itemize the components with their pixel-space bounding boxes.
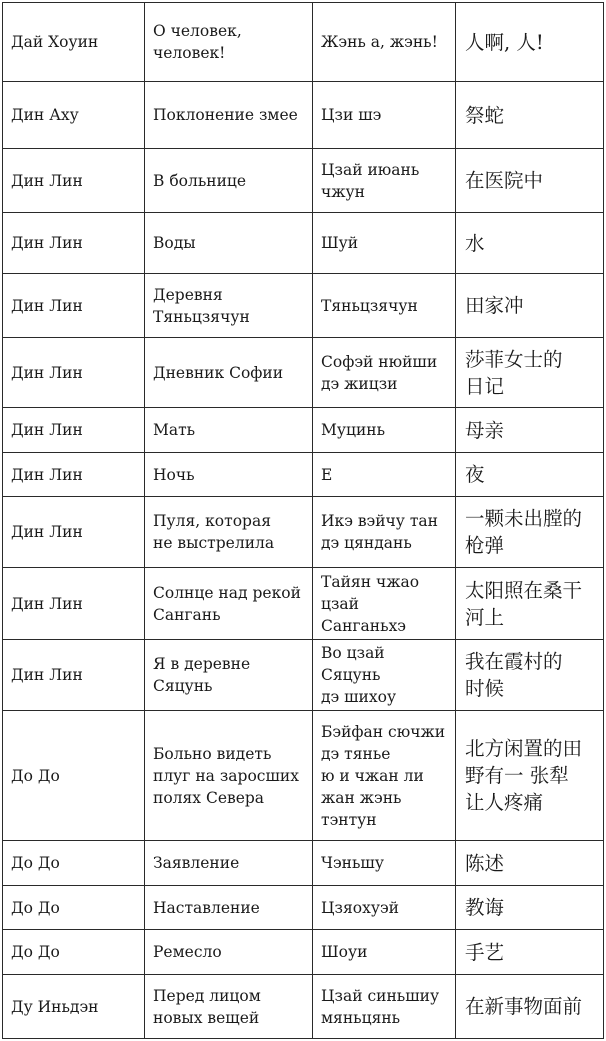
title-ru-cell: Воды: [145, 213, 313, 274]
title-zh-cell: 太阳照在桑干 河上: [456, 568, 604, 640]
title-ru-cell: Перед лицом новых вещей: [145, 975, 313, 1039]
table-row: [3, 408, 604, 453]
table-row: [3, 149, 604, 213]
title-zh-cell: 水: [456, 213, 604, 274]
title-ru-cell: Ночь: [145, 453, 313, 497]
title-zh-cell: 人啊, 人!: [456, 3, 604, 82]
title-translit-cell: Шоуи: [313, 930, 456, 975]
title-translit-cell: Е: [313, 453, 456, 497]
title-translit-cell: Жэнь а, жэнь!: [313, 3, 456, 82]
title-zh-cell: 在医院中: [456, 149, 604, 213]
table-row: [3, 568, 604, 640]
title-ru-cell: Мать: [145, 408, 313, 453]
title-ru-cell: Наставление: [145, 886, 313, 930]
title-ru-cell: О человек, человек!: [145, 3, 313, 82]
title-ru-cell: Больно видеть плуг на заросших полях Севера: [145, 711, 313, 841]
title-translit-cell: Тяньцзячун: [313, 274, 456, 338]
author-cell: Дин Аху: [3, 82, 145, 149]
table-row: [3, 213, 604, 274]
title-zh-cell: 祭蛇: [456, 82, 604, 149]
author-cell: Дин Лин: [3, 338, 145, 408]
title-translit-cell: Шуй: [313, 213, 456, 274]
author-cell: До До: [3, 886, 145, 930]
table-row: [3, 841, 604, 886]
title-zh-cell: 北方闲置的田 野有一 张犁 让人疼痛: [456, 711, 604, 841]
title-translit-cell: Софэй нюйши дэ жицзи: [313, 338, 456, 408]
title-ru-cell: В больнице: [145, 149, 313, 213]
title-zh-cell: 母亲: [456, 408, 604, 453]
author-cell: Дин Лин: [3, 568, 145, 640]
title-translit-cell: Чэньшу: [313, 841, 456, 886]
author-cell: Дин Лин: [3, 274, 145, 338]
title-ru-cell: Заявление: [145, 841, 313, 886]
title-translit-cell: Цзай синьшиу мяньцянь: [313, 975, 456, 1039]
title-zh-cell: 莎菲女士的 日记: [456, 338, 604, 408]
title-zh-cell: 我在霞村的 时候: [456, 640, 604, 711]
table-row: [3, 3, 604, 82]
title-translit-cell: Муцинь: [313, 408, 456, 453]
author-cell: До До: [3, 930, 145, 975]
author-cell: До До: [3, 841, 145, 886]
author-cell: До До: [3, 711, 145, 841]
title-ru-cell: Я в деревне Сяцунь: [145, 640, 313, 711]
title-zh-cell: 夜: [456, 453, 604, 497]
table-row: [3, 886, 604, 930]
title-translit-cell: Цзи шэ: [313, 82, 456, 149]
author-cell: Дин Лин: [3, 640, 145, 711]
table-row: [3, 930, 604, 975]
title-ru-cell: Поклонение змее: [145, 82, 313, 149]
title-translit-cell: Бэйфан сючжи дэ тянье ю и чжан ли жан жэнь тэнтун: [313, 711, 456, 841]
table-row: [3, 975, 604, 1039]
title-ru-cell: Дневник Софии: [145, 338, 313, 408]
title-ru-cell: Деревня Тяньцзячун: [145, 274, 313, 338]
title-ru-cell: Пуля, которая не выстрелила: [145, 497, 313, 568]
title-ru-cell: Солнце над рекой Сангань: [145, 568, 313, 640]
author-cell: Дай Хоуин: [3, 3, 145, 82]
author-cell: Дин Лин: [3, 213, 145, 274]
title-zh-cell: 在新事物面前: [456, 975, 604, 1039]
title-zh-cell: 手艺: [456, 930, 604, 975]
works-table-body: [3, 3, 604, 1039]
table-row: [3, 82, 604, 149]
title-zh-cell: 陈述: [456, 841, 604, 886]
title-zh-cell: 田家冲: [456, 274, 604, 338]
title-translit-cell: Икэ вэйчу тан дэ цяндань: [313, 497, 456, 568]
title-translit-cell: Тайян чжао цзай Санганьхэ: [313, 568, 456, 640]
author-cell: Дин Лин: [3, 408, 145, 453]
table-row: [3, 640, 604, 711]
table-row: [3, 453, 604, 497]
title-zh-cell: 一颗未出膛的 枪弹: [456, 497, 604, 568]
author-cell: Дин Лин: [3, 149, 145, 213]
table-row: [3, 338, 604, 408]
works-table: [2, 2, 604, 1039]
author-cell: Дин Лин: [3, 453, 145, 497]
author-cell: Ду Иньдэн: [3, 975, 145, 1039]
table-row: [3, 274, 604, 338]
title-translit-cell: Цзяохуэй: [313, 886, 456, 930]
title-translit-cell: Во цзай Сяцунь дэ шихоу: [313, 640, 456, 711]
table-row: [3, 497, 604, 568]
table-row: [3, 711, 604, 841]
title-ru-cell: Ремесло: [145, 930, 313, 975]
author-cell: Дин Лин: [3, 497, 145, 568]
title-zh-cell: 教诲: [456, 886, 604, 930]
title-translit-cell: Цзай июань чжун: [313, 149, 456, 213]
